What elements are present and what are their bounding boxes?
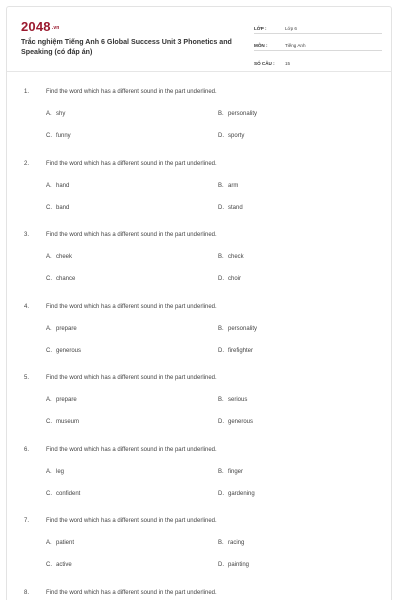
option-word: active	[56, 562, 72, 568]
question-text: Find the word which has a different sound in the part underlined.	[46, 160, 217, 167]
option-word: choir	[228, 276, 242, 282]
option-letter: D.	[218, 276, 224, 282]
option-letter: B.	[218, 397, 224, 403]
answer-option[interactable]	[218, 183, 238, 189]
option-word: prepare	[56, 325, 77, 332]
option-letter: C.	[46, 276, 52, 282]
question-number: 7.	[24, 518, 30, 524]
question-item	[7, 500, 391, 572]
answer-option[interactable]	[218, 254, 244, 260]
option-letter: B.	[218, 111, 224, 117]
option-word: personality	[228, 325, 258, 332]
meta-key: MÔN :	[254, 43, 268, 48]
option-word: finger	[228, 468, 244, 475]
answer-option[interactable]	[46, 348, 81, 354]
option-letter: A.	[46, 182, 52, 189]
answer-option[interactable]	[218, 276, 241, 282]
option-word: leg	[56, 468, 65, 475]
question-text: Find the word which has a different sound in the part underlined.	[46, 375, 217, 381]
meta-value: 15	[285, 61, 291, 66]
option-word: band	[56, 204, 70, 211]
option-letter: D.	[218, 204, 224, 211]
option-letter: C.	[46, 204, 52, 211]
option-letter: A.	[46, 468, 52, 475]
option-letter: B.	[218, 254, 224, 260]
option-word: prepare	[56, 397, 77, 403]
option-letter: A.	[46, 540, 52, 546]
option-letter: D.	[218, 419, 224, 425]
option-word: serious	[228, 397, 248, 403]
option-letter: D.	[218, 133, 224, 139]
question-text: Find the word which has a different sound in the part underlined.	[46, 446, 217, 453]
question-item	[7, 214, 391, 286]
site-logo[interactable]	[21, 19, 60, 34]
option-letter: C.	[46, 419, 52, 425]
answer-option[interactable]	[46, 205, 69, 211]
option-letter: A.	[46, 397, 52, 403]
answer-option[interactable]	[218, 491, 255, 497]
option-word: painting	[228, 562, 250, 568]
answer-option[interactable]	[46, 183, 69, 189]
option-word: patient	[56, 540, 75, 546]
answer-option[interactable]	[218, 562, 249, 568]
answer-option[interactable]	[46, 419, 79, 425]
option-letter: B.	[218, 182, 224, 189]
question-item	[7, 429, 391, 501]
answer-option[interactable]	[218, 111, 257, 117]
worksheet	[6, 6, 392, 600]
meta-value: Lớp 6	[285, 26, 297, 31]
meta-row-count	[254, 51, 382, 68]
answer-option[interactable]	[46, 491, 80, 497]
answer-option[interactable]	[46, 276, 75, 282]
worksheet-header	[7, 7, 391, 72]
meta-value: Tiếng Anh	[285, 43, 306, 48]
option-letter: C.	[46, 490, 52, 497]
answer-option[interactable]	[46, 111, 65, 117]
option-word: gardening	[228, 490, 255, 497]
option-word: museum	[56, 419, 80, 425]
logo-suffix: .vn	[51, 24, 60, 31]
logo-text: 2048	[21, 19, 51, 34]
question-item	[7, 572, 391, 601]
answer-option[interactable]	[218, 133, 244, 139]
option-word: chance	[56, 276, 76, 282]
document-title: Trắc nghiệm Tiếng Anh 6 Global Success Unit 3 Phonetics and Speaking (có đáp án)	[21, 38, 232, 56]
meta-key: LỚP :	[254, 26, 267, 31]
option-word: arm	[228, 182, 239, 189]
question-text: Find the word which has a different sound in the part underlined.	[46, 232, 217, 238]
answer-option[interactable]	[46, 540, 74, 546]
meta-row-class	[254, 17, 382, 34]
option-letter: C.	[46, 562, 52, 568]
answer-option[interactable]	[218, 205, 243, 211]
option-letter: B.	[218, 540, 224, 546]
option-letter: D.	[218, 347, 224, 354]
option-word: funny	[56, 133, 71, 139]
meta-row-subject	[254, 34, 382, 51]
answer-option[interactable]	[46, 397, 77, 403]
option-word: confident	[56, 490, 81, 497]
question-number: 5.	[24, 375, 30, 381]
option-word: firefighter	[228, 347, 254, 354]
option-word: personality	[228, 111, 258, 117]
option-letter: B.	[218, 325, 224, 332]
question-item	[7, 286, 391, 358]
question-number: 6.	[24, 446, 30, 453]
option-letter: D.	[218, 490, 224, 497]
option-word: hand	[56, 182, 70, 189]
option-letter: A.	[46, 325, 52, 332]
option-letter: B.	[218, 468, 224, 475]
option-letter: A.	[46, 254, 52, 260]
option-word: racing	[228, 540, 245, 546]
option-word: stand	[228, 204, 243, 211]
option-word: sporty	[228, 133, 245, 139]
answer-option[interactable]	[218, 326, 257, 332]
answer-option[interactable]	[218, 469, 243, 475]
option-letter: C.	[46, 347, 52, 354]
answer-option[interactable]	[46, 469, 64, 475]
option-word: shy	[56, 111, 66, 117]
question-list	[7, 71, 391, 600]
question-item	[7, 71, 391, 143]
question-item	[7, 357, 391, 429]
option-word: generous	[228, 419, 254, 425]
question-item	[7, 143, 391, 215]
option-word: check	[228, 254, 244, 260]
answer-option[interactable]	[218, 348, 253, 354]
answer-option[interactable]	[218, 419, 253, 425]
question-number: 2.	[24, 160, 30, 167]
question-number: 8.	[24, 589, 30, 596]
meta-key: SỐ CÂU :	[254, 61, 275, 66]
question-number: 4.	[24, 303, 30, 310]
option-letter: C.	[46, 133, 52, 139]
answer-option[interactable]	[218, 397, 247, 403]
question-text: Find the word which has a different sound in the part underlined.	[46, 89, 217, 95]
option-letter: A.	[46, 111, 52, 117]
question-text: Find the word which has a different sound in the part underlined.	[46, 303, 217, 310]
question-text: Find the word which has a different sound in the part underlined.	[46, 518, 217, 524]
answer-option[interactable]	[46, 133, 71, 139]
answer-option[interactable]	[218, 540, 244, 546]
question-number: 3.	[24, 232, 30, 238]
answer-option[interactable]	[46, 254, 72, 260]
answer-option[interactable]	[46, 326, 77, 332]
option-letter: D.	[218, 562, 224, 568]
option-word: cheek	[56, 254, 73, 260]
meta-info	[254, 17, 382, 68]
question-number: 1.	[24, 89, 30, 95]
question-text: Find the word which has a different sound in the part underlined.	[46, 589, 217, 596]
option-word: generous	[56, 347, 82, 354]
answer-option[interactable]	[46, 562, 72, 568]
